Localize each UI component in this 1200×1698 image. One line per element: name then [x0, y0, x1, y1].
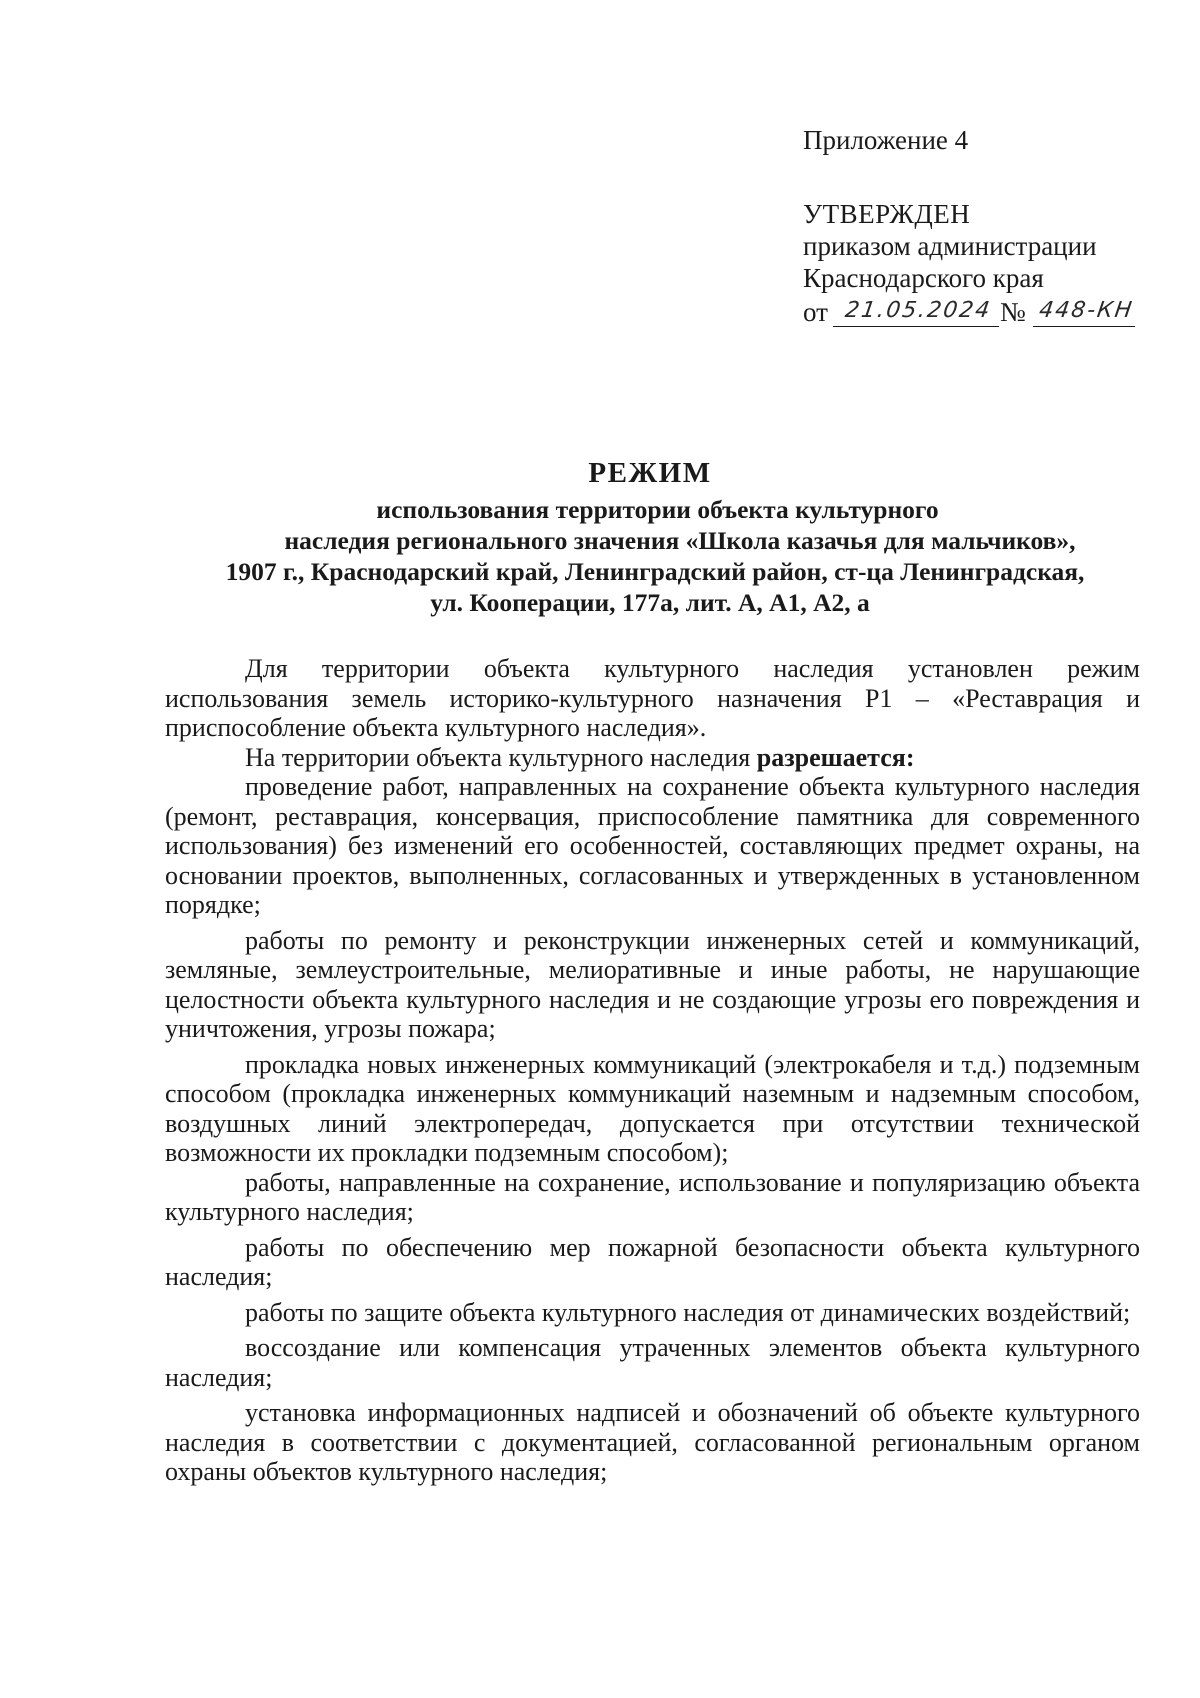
- title-line-2: наследия регионального значения «Школа казачья для мальчиков»,: [284, 526, 1076, 555]
- approval-line-1: приказом администрации: [803, 231, 1097, 261]
- handwritten-date: 21.05.2024: [843, 298, 994, 323]
- title-line-1: использования территории объекта культурного: [376, 495, 939, 524]
- list-item: работы по обеспечению мер пожарной безопасности объекта культурного наследия;: [165, 1232, 1140, 1291]
- document-title: РЕЖИМ: [588, 457, 712, 489]
- permits-lead-paragraph: [165, 743, 1140, 773]
- number-field: [1033, 296, 1135, 327]
- list-item: работы по ремонту и реконструкции инженерных сетей и коммуникаций, земляные, землеустроительные, мелиоративные и иные работы, не нарушающие целостности объекта культурного наследия и не создающие угрозы его повреждения и уничтожения, угрозы пожара;: [165, 925, 1140, 1043]
- document-body: [165, 654, 1140, 1487]
- list-item: установка информационных надписей и обозначений об объекте культурного наследия в соответствии с документацией, согласованной региональным органом охраны объектов культурного наследия;: [165, 1398, 1140, 1486]
- document-title-block: [150, 456, 1150, 618]
- title-line-3: 1907 г., Краснодарский край, Ленинградский район, ст-ца Ленинградская,: [225, 557, 1085, 586]
- date-prefix: от: [803, 297, 828, 327]
- list-item: прокладка новых инженерных коммуникаций (электрокабеля и т.д.) подземным способом (прокладка инженерных коммуникаций наземным и надземным способом, воздушных линий электропередач, допускается при отсутствии технической возможности их прокладки подземным способом);: [165, 1049, 1140, 1167]
- intro-paragraph: Для территории объекта культурного наследия установлен режим использования земель историко-культурного назначения Р1 – «Реставрация и приспособление объекта культурного наследия».: [165, 654, 1140, 742]
- title-line-4: ул. Кооперации, 177а, лит. А, А1, А2, а: [430, 588, 870, 617]
- list-item: работы, направленные на сохранение, использование и популяризацию объекта культурного наследия;: [165, 1167, 1140, 1226]
- number-prefix: №: [1000, 297, 1026, 327]
- approval-block: [803, 124, 1183, 330]
- list-item: работы по защите объекта культурного наследия от динамических воздействий;: [245, 1297, 1131, 1327]
- permits-lead-text: На территории объекта культурного наследия: [245, 742, 751, 772]
- list-item: проведение работ, направленных на сохранение объекта культурного наследия (ремонт, реставрация, консервация, приспособление памятника для современного использования) без изменений его особенностей, составляющих предмет охраны, на основании проектов, выполненных, согласованных и утвержденных в установленном порядке;: [165, 772, 1140, 919]
- handwritten-number: 448-КН: [1037, 298, 1136, 323]
- permits-lead-bold: разрешается:: [756, 742, 915, 772]
- approved-heading: УТВЕРЖДЕН: [803, 199, 971, 229]
- date-field: [833, 296, 999, 327]
- approval-date-number-line: [803, 296, 1183, 330]
- list-item: воссоздание или компенсация утраченных элементов объекта культурного наследия;: [165, 1333, 1140, 1392]
- approval-line-2: Краснодарского края: [803, 263, 1044, 293]
- annex-label: Приложение 4: [803, 125, 969, 155]
